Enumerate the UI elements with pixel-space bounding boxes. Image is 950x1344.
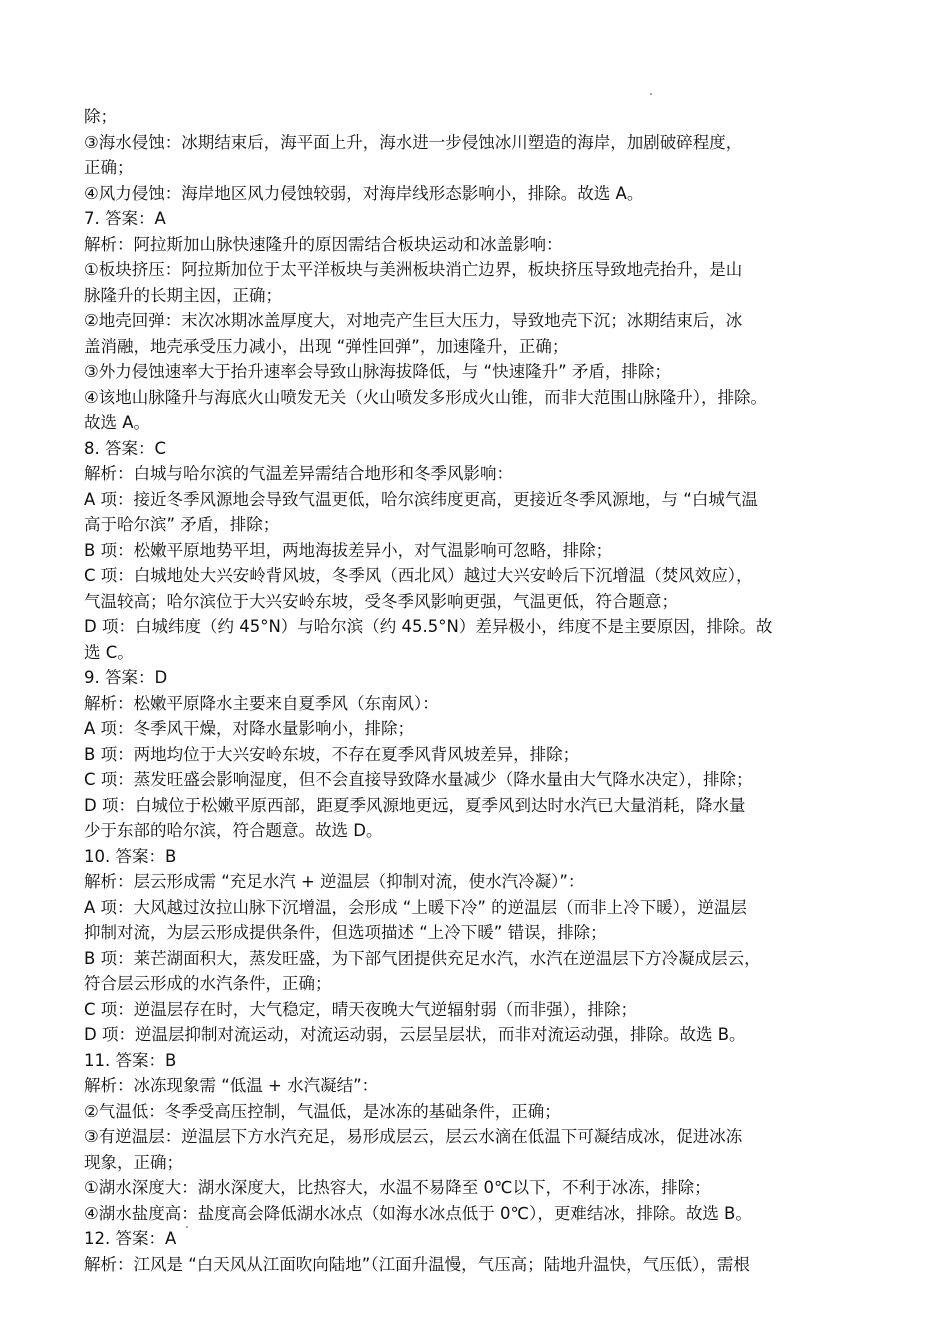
- text-line: ①湖水深度大：湖水深度大，比热容大，水温不易降至 0℃以下，不利于冰冻，排除；: [84, 1178, 711, 1197]
- text-line: B 项：两地均位于大兴安岭东坡，不存在夏季风背风坡差异，排除；: [84, 744, 580, 764]
- text-line: 解析：阿拉斯加山脉快速隆升的原因需结合板块运动和冰盖影响：: [84, 234, 563, 254]
- text-line: 选 C。: [84, 642, 134, 662]
- text-line: C 项：逆温层存在时，大气稳定，晴天夜晚大气逆辐射弱（而非强），排除；: [84, 999, 638, 1019]
- text-line: C 项：蒸发旺盛会影响湿度，但不会直接导致降水量减少（降水量由大气降水决定），排除；: [84, 770, 753, 789]
- answer-heading: 8. 答案：C: [84, 438, 167, 458]
- answer-heading: 12. 答案：A: [84, 1229, 177, 1248]
- text-line: 脉隆升的长期主因，正确；: [84, 285, 282, 305]
- text-line: 高于哈尔滨” 矛盾，排除；: [84, 515, 280, 534]
- text-line: 盖消融，地壳承受压力减小，出现 “弹性回弹”，加速隆升，正确；: [84, 336, 569, 356]
- text-line: 正确；: [84, 158, 134, 177]
- text-line: 现象，正确；: [84, 1152, 183, 1172]
- answer-heading: 9. 答案：D: [84, 668, 168, 687]
- top-speck: [650, 93, 652, 95]
- text-line: ②气温低：冬季受高压控制，气温低，是冰冻的基础条件，正确；: [84, 1101, 561, 1121]
- text-line: B 项：莱芒湖面积大，蒸发旺盛，为下部气团提供充足水汽，水汽在逆温层下方冷凝成层云，: [84, 948, 761, 968]
- text-line: 解析：冰冻现象需 “低温 + 水汽凝结”：: [84, 1076, 379, 1095]
- bottom-speck: [186, 1226, 188, 1228]
- text-line: 解析：松嫩平原降水主要来自夏季风（东南风）：: [84, 693, 439, 713]
- text-line: ④该地山脉隆升与海底火山喷发无关（火山喷发多形成火山锥，而非大范围山脉隆升），排除。: [84, 387, 768, 407]
- text-line: ①板块挤压：阿拉斯加位于太平洋板块与美洲板块消亡边界，板块挤压导致地壳抬升，是山: [84, 260, 743, 279]
- text-line: 符合层云形成的水汽条件，正确；: [84, 974, 332, 993]
- text-line: D 项：白城位于松嫩平原西部，距夏季风源地更远，夏季风到达时水汽已大量消耗，降水量: [84, 795, 746, 815]
- text-line: ②地壳回弹：末次冰期冰盖厚度大，对地壳产生巨大压力，导致地壳下沉；冰期结束后，冰: [84, 311, 743, 330]
- text-line: 解析：层云形成需 “充足水汽 + 逆温层（抑制对流，使水汽冷凝）”：: [84, 872, 585, 891]
- answer-heading: 10. 答案：B: [84, 846, 177, 866]
- answer-explanation-text: [84, 104, 874, 1277]
- text-line: A 项：大风越过汝拉山脉下沉增温，会形成 “上暖下冷” 的逆温层（而非上冷下暖），逆温层: [84, 897, 747, 917]
- text-line: B 项：松嫩平原地势平坦，两地海拔差异小，对气温影响可忽略，排除；: [84, 540, 613, 560]
- text-line: 解析：江风是 “白天风从江面吹向陆地”（江面升温慢，气压高；陆地升温快，气压低），需根: [84, 1254, 750, 1274]
- text-line: ③有逆温层：逆温层下方水汽充足，易形成层云，层云水滴在低温下可凝结成冰，促进冰冻: [84, 1127, 743, 1146]
- text-line: C 项：白城地处大兴安岭背风坡，冬季风（西北风）越过大兴安岭后下沉增温（焚风效应），: [84, 566, 753, 585]
- text-line: A 项：冬季风干燥，对降水量影响小，排除；: [84, 719, 415, 738]
- text-line: 故选 A。: [84, 413, 151, 432]
- text-line: 少于东部的哈尔滨，符合题意。故选 D。: [84, 821, 383, 840]
- text-line: 气温较高；哈尔滨位于大兴安岭东坡，受冬季风影响更强，气温更低，符合题意；: [84, 591, 678, 611]
- text-line: 抑制对流，为层云形成提供条件，但选项描述 “上冷下暖” 错误，排除；: [84, 923, 607, 942]
- text-line: A 项：接近冬季风源地会导致气温更低，哈尔滨纬度更高，更接近冬季风源地，与 “白城气温: [84, 489, 758, 509]
- answer-heading: 7. 答案：A: [84, 209, 166, 228]
- answer-heading: 11. 答案：B: [84, 1050, 177, 1070]
- text-line: 解析：白城与哈尔滨的气温差异需结合地形和冬季风影响：: [84, 464, 513, 483]
- text-line: ④风力侵蚀：海岸地区风力侵蚀较弱，对海岸线形态影响小，排除。故选 A。: [84, 183, 644, 203]
- text-line: D 项：白城纬度（约 45°N）与哈尔滨（约 45.5°N）差异极小，纬度不是主要原因，排除。故: [84, 617, 773, 636]
- text-line: D 项：逆温层抑制对流运动，对流运动弱，云层呈层状，而非对流运动强，排除。故选 B。: [84, 1025, 746, 1044]
- text-line: ③海水侵蚀：冰期结束后，海平面上升，海水进一步侵蚀冰川塑造的海岸，加剧破碎程度，: [84, 132, 743, 152]
- text-line: ④湖水盐度高：盐度高会降低湖水冰点（如海水冰点低于 0℃），更难结冰，排除。故选 B。: [84, 1203, 752, 1223]
- text-line: ③外力侵蚀速率大于抬升速率会导致山脉海拔降低，与 “快速隆升” 矛盾，排除；: [84, 362, 671, 381]
- text-line: 除；: [84, 107, 117, 126]
